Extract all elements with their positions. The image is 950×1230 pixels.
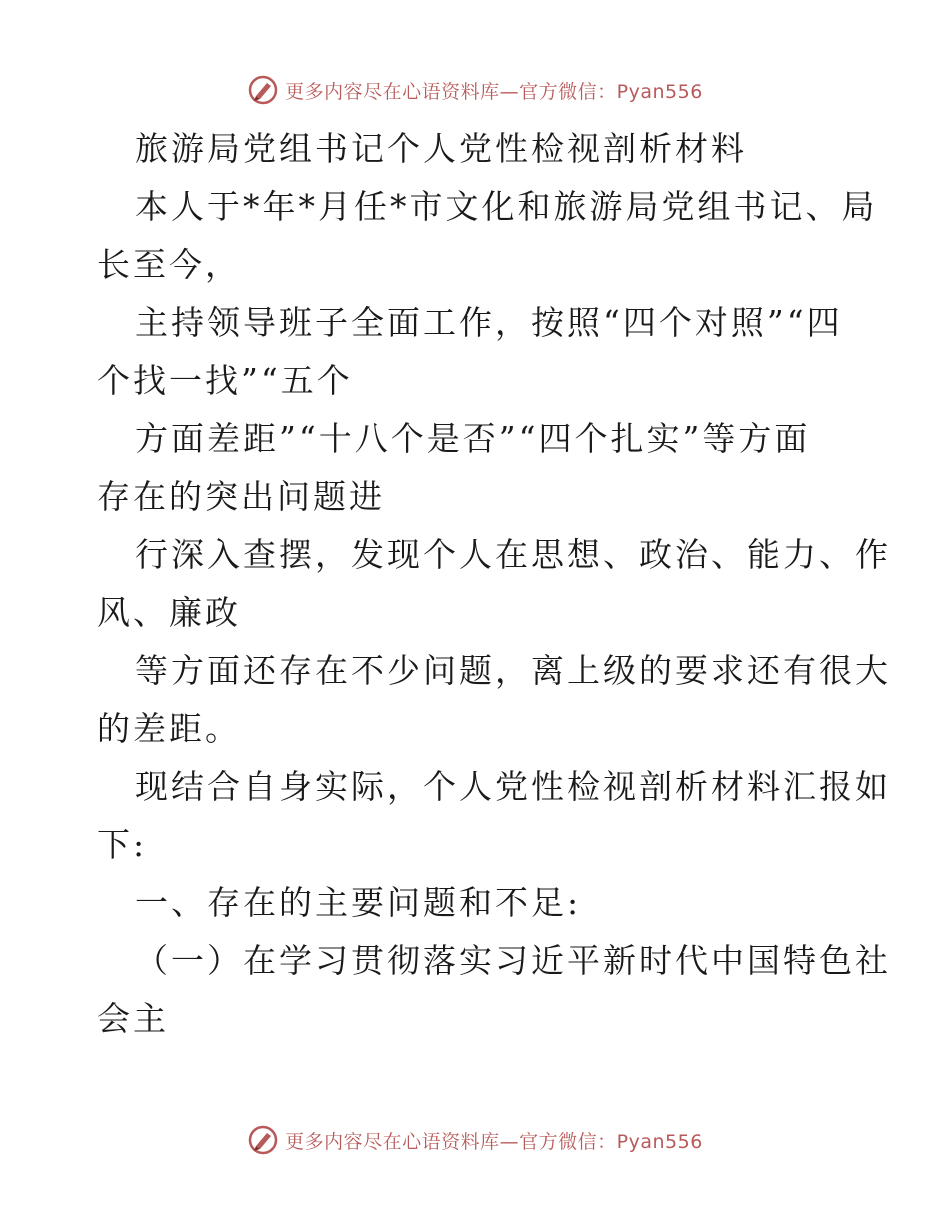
watermark-text: 更多内容尽在心语资料库—官方微信：Pyan556 (285, 1130, 703, 1153)
paragraph (97, 178, 878, 294)
text-line: 风、廉政 (97, 593, 241, 632)
watermark-text: 更多内容尽在心语资料库—官方微信：Pyan556 (285, 80, 703, 103)
text-line: 主持领导班子全面工作，按照“四个对照”“四 (135, 303, 843, 342)
text-line: 长至今， (97, 245, 241, 284)
paragraph (97, 294, 857, 410)
paragraph (97, 642, 891, 758)
text-line: 方面差距”“十八个是否”“四个扎实”等方面 (135, 419, 811, 458)
text-line: 旅游局党组书记个人党性检视剖析材料 (135, 129, 747, 168)
subsection-heading (97, 932, 891, 1048)
text-line: 一、存在的主要问题和不足: (135, 883, 582, 922)
pen-logo-icon (247, 74, 279, 106)
text-line: 行深入查摆，发现个人在思想、政治、能力、作 (135, 535, 891, 574)
footer-watermark (0, 1120, 950, 1160)
pen-logo-icon (247, 1124, 279, 1156)
text-line: 本人于*年*月任*市文化和旅游局党组书记、局 (135, 187, 878, 226)
paragraph (97, 410, 857, 526)
text-line: 的差距。 (97, 709, 241, 748)
text-line: 存在的突出问题进 (97, 477, 385, 516)
header-watermark (0, 70, 950, 110)
text-line: 等方面还存在不少问题，离上级的要求还有很大 (135, 651, 891, 690)
text-line: 下: (97, 825, 148, 864)
document-body (97, 120, 891, 1048)
document-title (97, 120, 857, 178)
paragraph (97, 758, 891, 874)
section-heading (97, 874, 857, 932)
paragraph (97, 526, 891, 642)
text-line: （一）在学习贯彻落实习近平新时代中国特色社 (135, 941, 891, 980)
text-line: 个找一找”“五个 (97, 361, 353, 400)
text-line: 会主 (97, 999, 169, 1038)
text-line: 现结合自身实际，个人党性检视剖析材料汇报如 (135, 767, 891, 806)
